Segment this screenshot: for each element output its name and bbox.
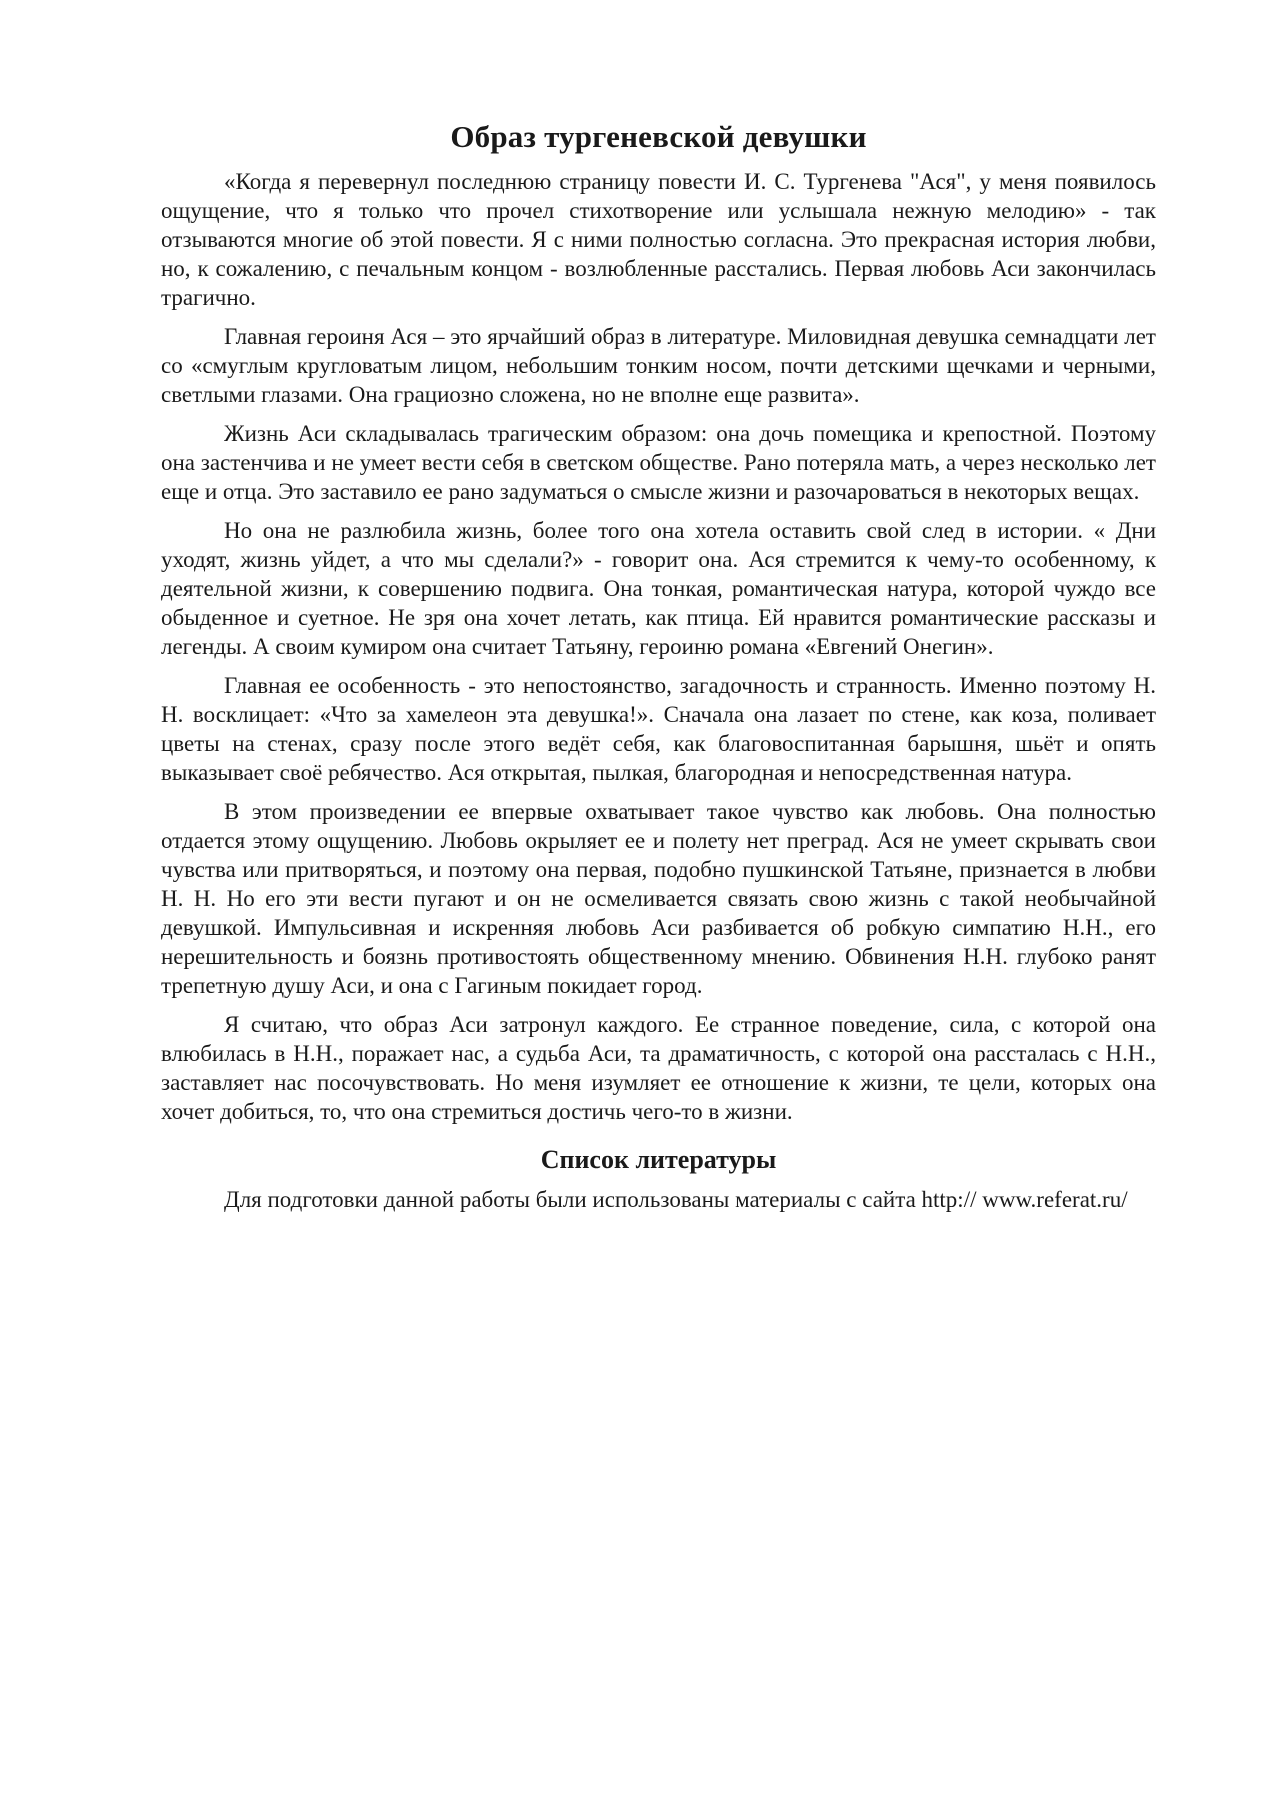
- paragraph-7: Я считаю, что образ Аси затронул каждого. Ее странное поведение, сила, с которой она влюбилась в Н.Н., поражает нас, а судьба Аси, та драматичность, с которой она рассталась с Н.Н., заставляет нас посочувствовать. Но меня изумляет ее отношение к жизни, те цели, которых она хочет добиться, то, что она стремиться достичь чего-то в жизни.: [161, 1012, 1156, 1125]
- paragraph-4: Но она не разлюбила жизнь, более того она хотела оставить свой след в истории. « Дни уходят, жизнь уйдет, а что мы сделали?» - говорит она. Ася стремится к чему-то особенному, к деятельной жизни, к совершению подвига. Она тонкая, романтическая натура, которой чуждо все обыденное и суетное. Не зря она хочет летать, как птица. Ей нравится романтические рассказы и легенды. А своим кумиром она считает Татьяну, героиню романа «Евгений Онегин».: [161, 518, 1156, 660]
- paragraph-1: «Когда я перевернул последнюю страницу повести И. С. Тургенева "Ася", у меня появилось ощущение, что я только что прочел стихотворение или услышала нежную мелодию» - так отзываются многие об этой повести. Я с ними полностью согласна. Это прекрасная история любви, но, к сожалению, с печальным концом - возлюбленные расстались. Первая любовь Аси закончилась трагично.: [161, 169, 1156, 311]
- paragraph-5: Главная ее особенность - это непостоянство, загадочность и странность. Именно поэтому Н. Н. восклицает: «Что за хамелеон эта девушка!». Сначала она лазает по стене, как коза, поливает цветы на стенах, сразу после этого ведёт себя, как благовоспитанная барышня, шьёт и опять выказывает своё ребячество. Ася открытая, пылкая, благородная и непосредственная натура.: [161, 673, 1156, 786]
- paragraph-6: В этом произведении ее впервые охватывает такое чувство как любовь. Она полностью отдается этому ощущению. Любовь окрыляет ее и полету нет преград. Ася не умеет скрывать свои чувства или притворяться, и поэтому она первая, подобно пушкинской Татьяне, признается в любви Н. Н. Но его эти вести пугают и он не осмеливается связать свою жизнь с такой необычайной девушкой. Импульсивная и искренняя любовь Аси разбивается об робкую симпатию Н.Н., его нерешительность и боязнь противостоять общественному мнению. Обвинения Н.Н. глубоко ранят трепетную душу Аси, и она с Гагиным покидает город.: [161, 799, 1156, 999]
- paragraph-3: Жизнь Аси складывалась трагическим образом: она дочь помещика и крепостной. Поэтому она застенчива и не умеет вести себя в светском обществе. Рано потеряла мать, а через несколько лет еще и отца. Это заставило ее рано задуматься о смысле жизни и разочароваться в некоторых вещах.: [161, 421, 1156, 505]
- document-title: Образ тургеневской девушки: [450, 119, 867, 154]
- document-page: [161, 118, 1156, 1224]
- paragraph-2: Главная героиня Ася – это ярчайший образ в литературе. Миловидная девушка семнадцати лет со «смуглым кругловатым лицом, небольшим тонким носом, почти детскими щечками и черными, светлыми глазами. Она грациозно сложена, но не вполне еще развита».: [161, 324, 1156, 408]
- references-text: Для подготовки данной работы были использованы материалы с сайта http:// www.referat.ru/: [224, 1187, 1128, 1213]
- references-heading: Список литературы: [540, 1145, 777, 1175]
